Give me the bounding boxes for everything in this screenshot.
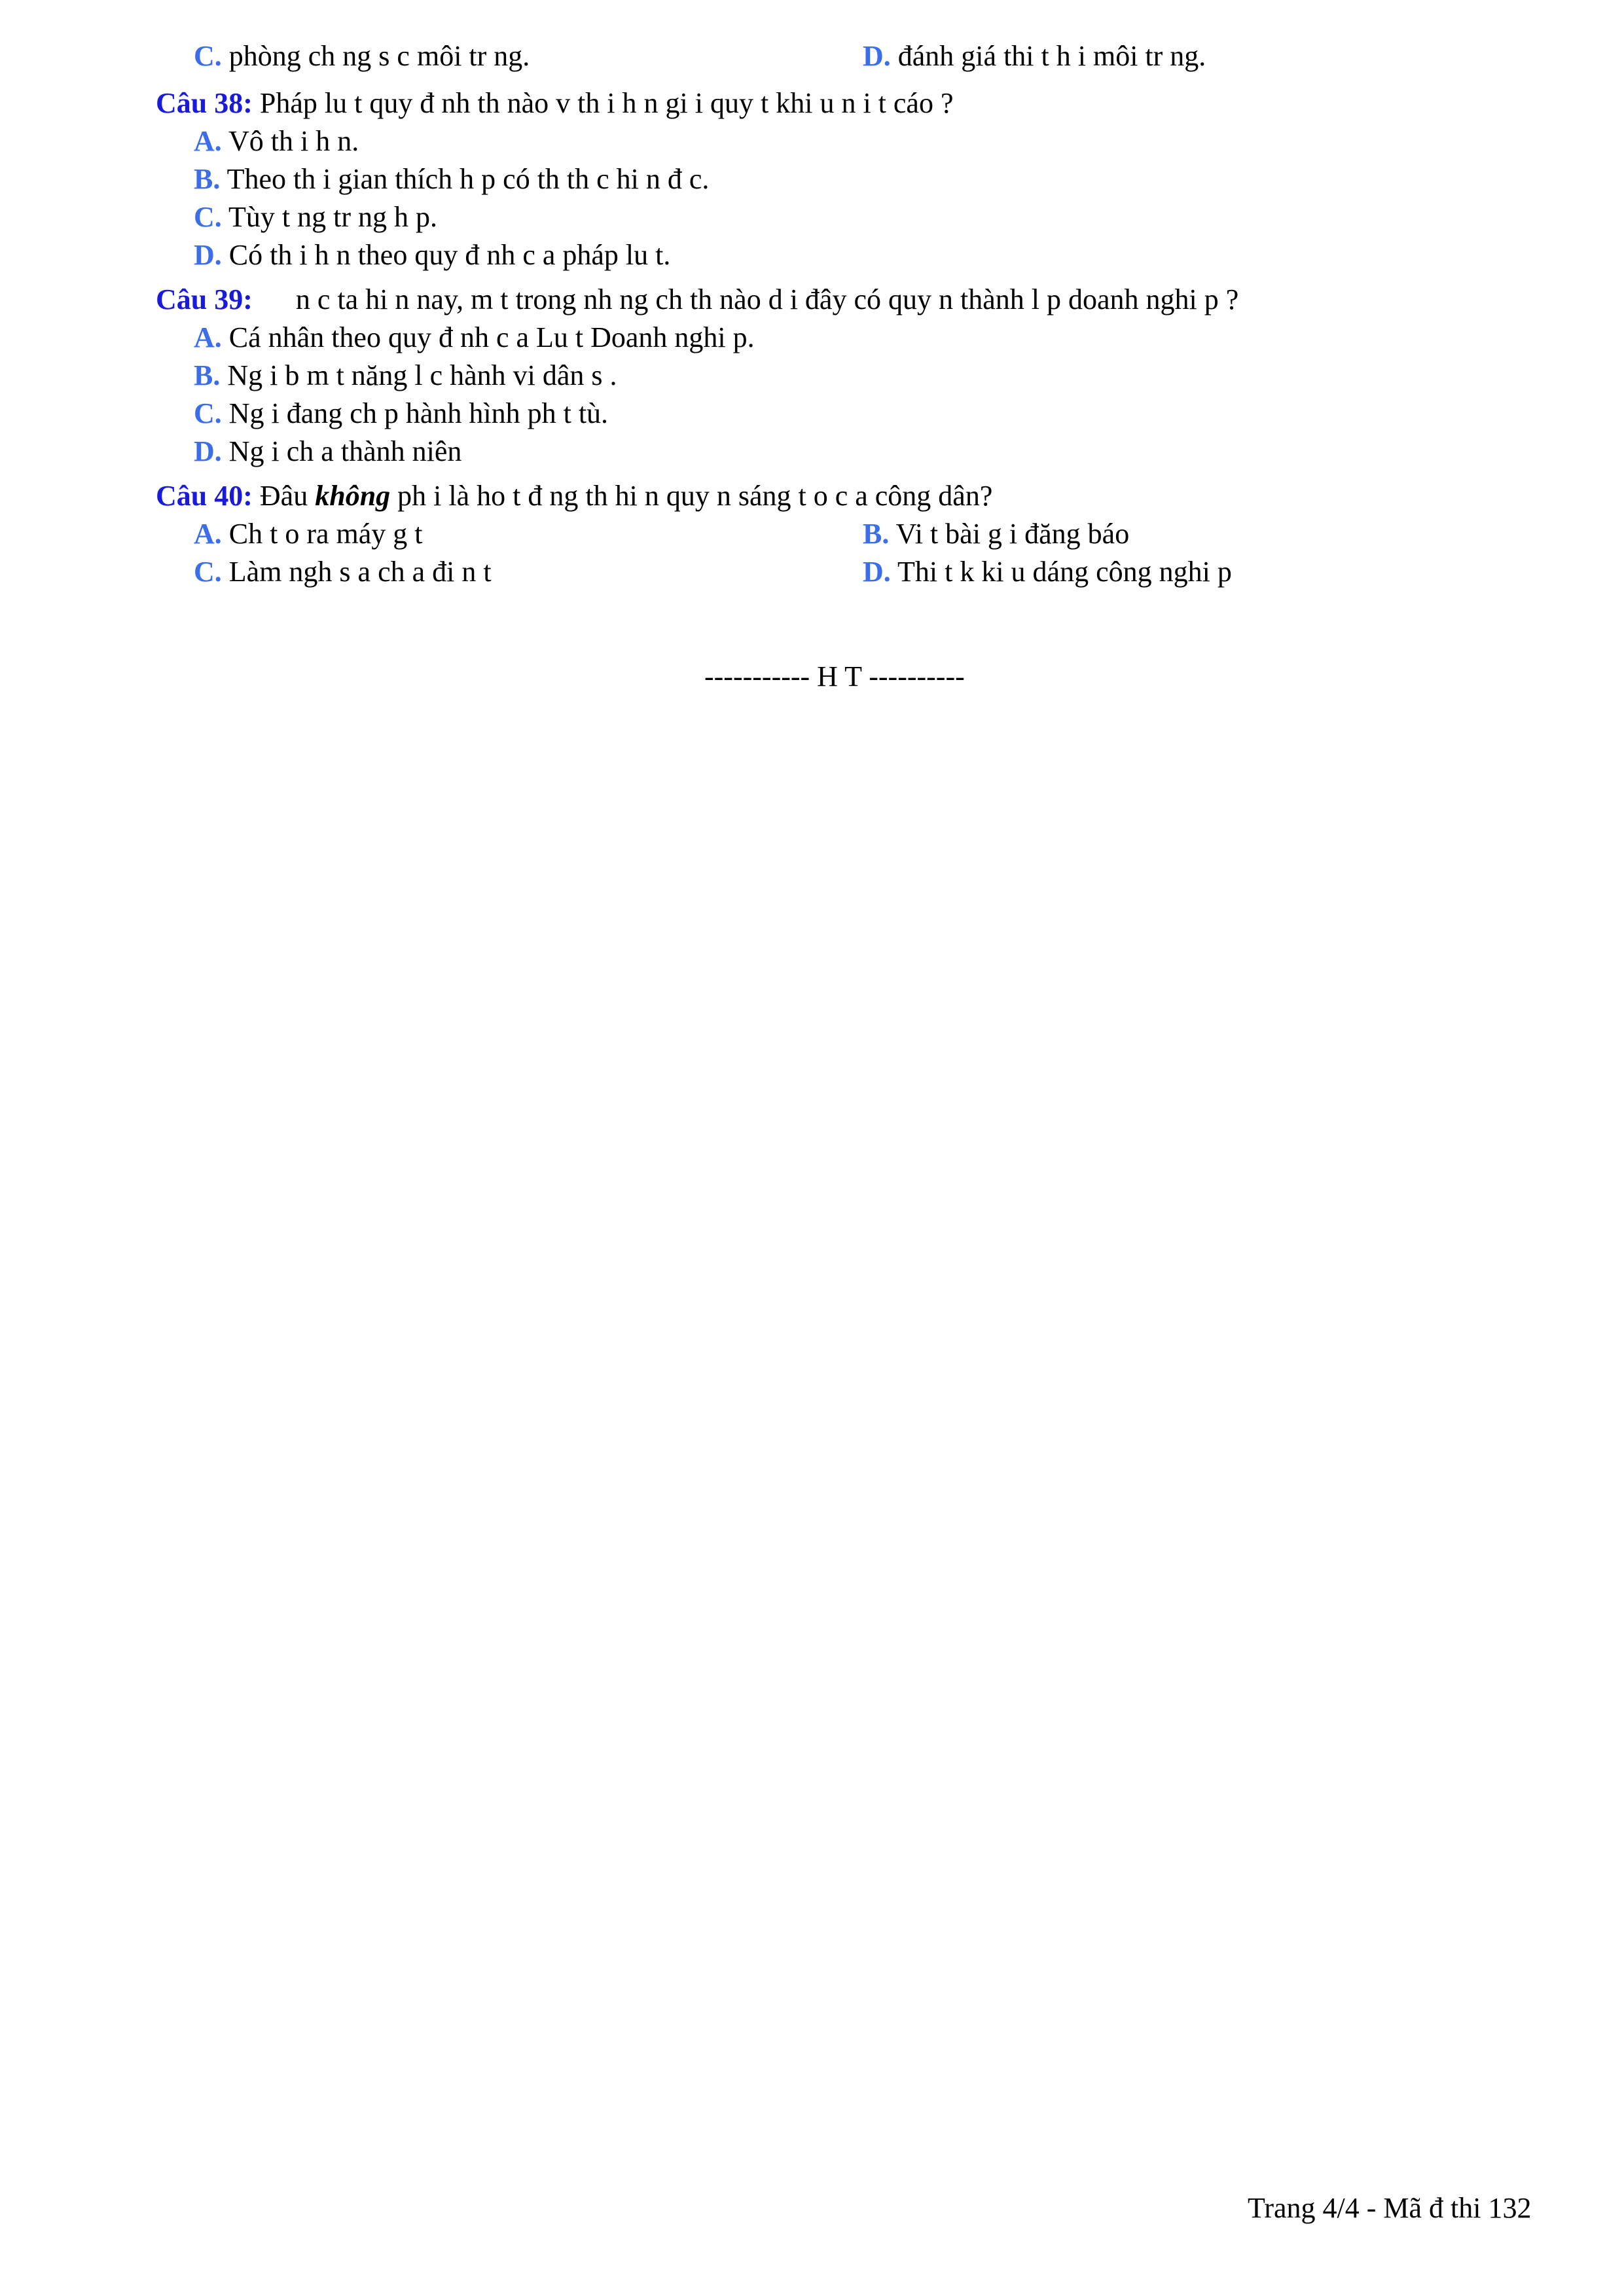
option-label: B. [194,359,221,391]
question-text: n c ta hi n nay, m t trong nh ng ch th nào d i đây có quy n thành l p doanh nghi p ? [295,283,1239,315]
option-d-carryover [863,38,1206,75]
q39-option-c [194,395,608,432]
q38-option-a [194,123,359,160]
q40-option-c [194,554,492,590]
question-text-after: ph i là ho t đ ng th hi n quy n sáng t o c a công dân? [397,480,993,512]
option-label: D. [863,40,891,72]
option-text: Ng i ch a thành niên [228,435,462,467]
question-label: Câu 39: [156,283,253,315]
option-text: Thi t k ki u dáng công nghi p [897,556,1232,588]
option-text: Ng i đang ch p hành hình ph t tù. [228,397,609,429]
option-text: Vi t bài g i đăng báo [895,518,1130,550]
q40-option-d [863,554,1232,590]
option-text: phòng ch ng s c môi tr ng. [228,40,530,72]
option-label: D. [194,239,222,271]
option-text: Tùy t ng tr ng h p. [228,201,437,233]
option-text: Cá nhân theo quy đ nh c a Lu t Doanh nghi p. [228,321,755,353]
option-label: B. [863,518,890,550]
q40-option-b [863,516,1129,552]
question-40 [156,478,992,514]
option-text: Vô th i h n. [228,125,359,157]
option-label: C. [194,556,222,588]
q39-option-d [194,433,461,470]
question-38 [156,85,954,122]
q40-option-a [194,516,423,552]
option-label: C. [194,397,222,429]
question-text-emphasis: không [315,480,391,512]
option-text: Theo th i gian thích h p có th th c hi n đ c. [226,163,710,195]
option-text: Có th i h n theo quy đ nh c a pháp lu t. [228,239,671,271]
option-label: A. [194,125,222,157]
page-footer: Trang 4/4 - Mã đ thi 132 [1248,2192,1532,2224]
q39-option-b [194,357,617,394]
option-text: Ng i b m t năng l c hành vi dân s . [227,359,617,391]
end-of-exam-mark: ----------- H T ---------- [704,660,965,692]
option-label: B. [194,163,221,195]
q38-option-d [194,237,670,274]
q38-option-c [194,199,437,236]
option-label: D. [863,556,891,588]
option-text: Ch t o ra máy g t [228,518,423,550]
option-label: C. [194,40,222,72]
question-label: Câu 38: [156,87,253,119]
option-label: D. [194,435,222,467]
option-label: C. [194,201,222,233]
q39-option-a [194,319,755,356]
q38-option-b [194,161,709,198]
question-label: Câu 40: [156,480,253,512]
option-label: A. [194,518,222,550]
option-text: đánh giá thi t h i môi tr ng. [897,40,1206,72]
option-label: A. [194,321,222,353]
question-39 [156,281,1238,318]
question-text-before: Đâu [259,480,308,512]
option-text: Làm ngh s a ch a đi n t [228,556,492,588]
question-text: Pháp lu t quy đ nh th nào v th i h n gi i quy t khi u n i t cáo ? [259,87,954,119]
option-c-carryover [194,38,530,75]
